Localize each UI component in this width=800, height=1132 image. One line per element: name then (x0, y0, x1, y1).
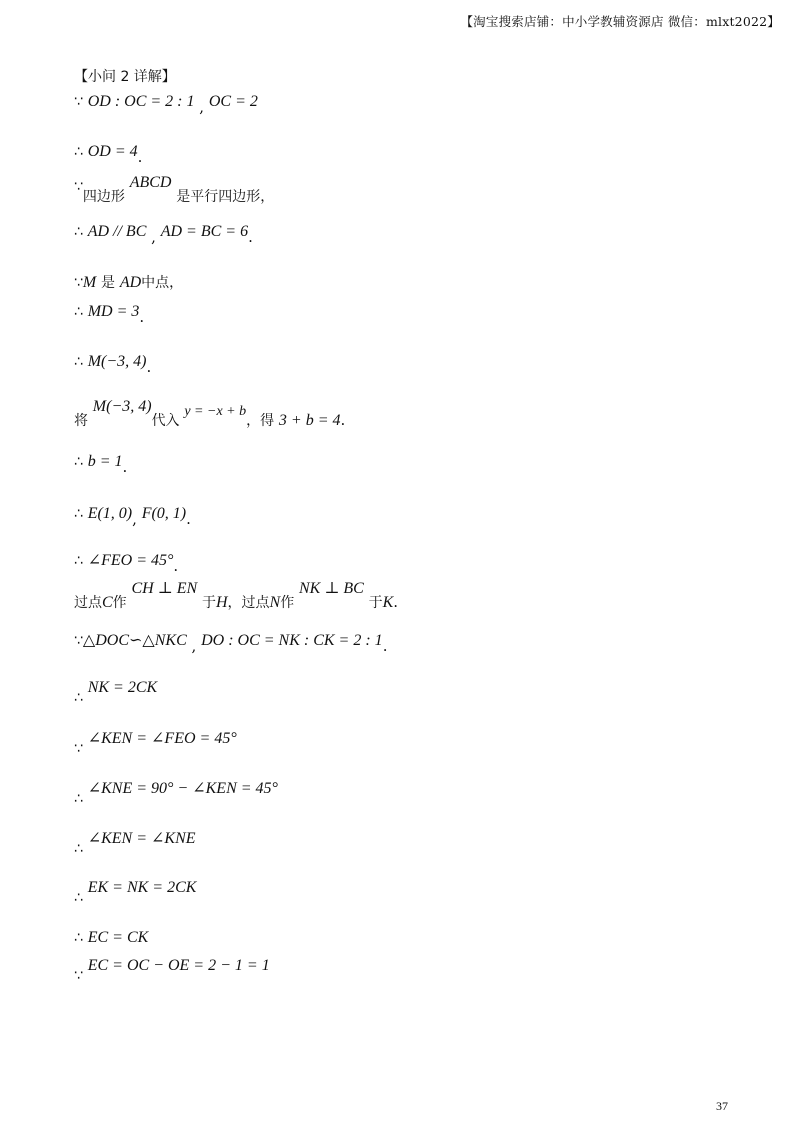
therefore-symbol: ∴ (74, 506, 83, 522)
therefore-symbol: ∴ (74, 553, 83, 569)
therefore-symbol: ∴ (74, 791, 83, 807)
because-symbol: ∵ (74, 179, 83, 195)
because-symbol: ∵ (74, 968, 83, 984)
line-17: ∴ ∠KEN = ∠KNE (74, 830, 196, 857)
line-20: ∵ EC = OC − OE = 2 − 1 = 1 (74, 957, 270, 984)
because-symbol: ∵ (74, 275, 83, 291)
line-4: ∴ AD // BC , AD = BC = 6. (74, 223, 253, 246)
line-7: ∴ M(−3, 4). (74, 353, 152, 376)
line-14: ∴ NK = 2CK (74, 679, 158, 706)
line-13: ∵△DOC∽△NKC , DO : OC = NK : CK = 2 : 1. (74, 632, 388, 655)
therefore-symbol: ∴ (74, 224, 83, 240)
line-18: ∴ EK = NK = 2CK (74, 879, 197, 906)
section-title: 【小问 2 详解】 (74, 69, 176, 85)
because-symbol: ∵ (74, 94, 83, 110)
therefore-symbol: ∴ (74, 144, 83, 160)
line-10: ∴ E(1, 0), F(0, 1). (74, 505, 191, 528)
therefore-symbol: ∴ (74, 690, 83, 706)
because-symbol: ∵ (74, 633, 83, 649)
line-16: ∴ ∠KNE = 90° − ∠KEN = 45° (74, 780, 278, 807)
line-2: ∴ OD = 4. (74, 143, 143, 166)
line-6: ∴ MD = 3. (74, 303, 145, 326)
line-5: ∵M 是 AD中点， (74, 274, 184, 291)
therefore-symbol: ∴ (74, 354, 83, 370)
line-9: ∴ b = 1. (74, 453, 128, 476)
line-15: ∵ ∠KEN = ∠FEO = 45° (74, 730, 237, 757)
line-1: ∵ OD : OC = 2 : 1 , OC = 2 (74, 93, 258, 116)
therefore-symbol: ∴ (74, 304, 83, 320)
therefore-symbol: ∴ (74, 841, 83, 857)
line-3: ∵四边形 ABCD 是平行四边形， (74, 174, 275, 205)
because-symbol: ∵ (74, 741, 83, 757)
line-12: 过点C作 CH ⊥ EN 于H，过点N作 NK ⊥ BC 于K. (74, 580, 399, 611)
therefore-symbol: ∴ (74, 454, 83, 470)
line-11: ∴ ∠FEO = 45°. (74, 552, 179, 575)
page-number: 37 (716, 1099, 728, 1113)
therefore-symbol: ∴ (74, 890, 83, 906)
line-8: 将 M(−3, 4)代入 y = −x + b，得 3 + b = 4. (74, 398, 346, 429)
therefore-symbol: ∴ (74, 930, 83, 946)
page-header: 【淘宝搜索店铺：中小学教辅资源店 微信：mlxt2022】 (460, 14, 780, 29)
line-19: ∴ EC = CK (74, 929, 149, 946)
